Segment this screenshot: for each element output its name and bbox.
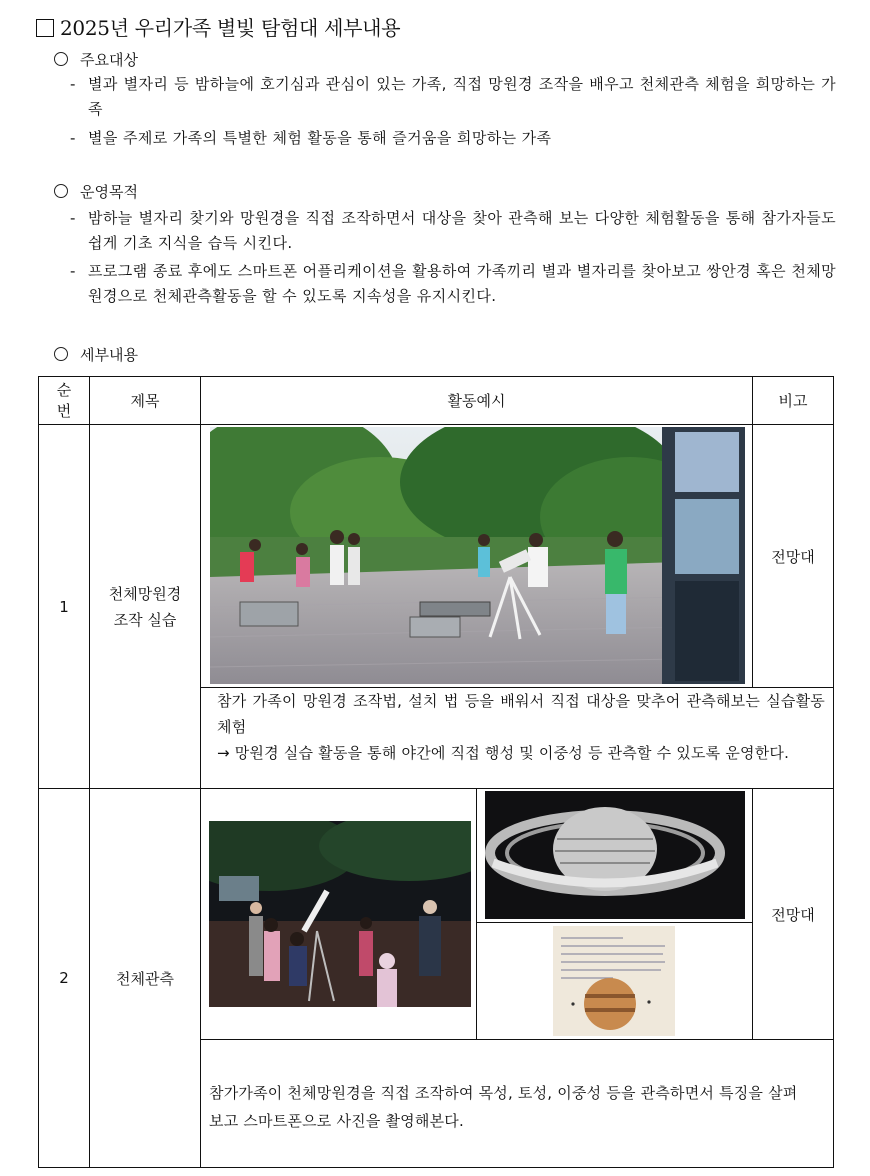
row2-title: 천체관측 xyxy=(90,789,201,1168)
target-item-2: - 별을 주제로 가족의 특별한 체험 활동을 통해 즐거움을 희망하는 가족 xyxy=(70,129,552,147)
purpose-item-2: - 프로그램 종료 후에도 스마트폰 어플리케이션을 활용하여 가족끼리 별과 별자리를 찾아보고 쌍안경 혹은 천체망원경으로 천체관측활동을 할 수 있도록 지속성을 유지시킨다. xyxy=(70,262,836,305)
header-no: 순 번 xyxy=(39,377,90,425)
table-row xyxy=(39,425,834,688)
header-note: 비고 xyxy=(753,377,834,425)
jupiter-notebook-sketch-photo xyxy=(553,926,675,1036)
circle-bullet-icon xyxy=(54,184,68,198)
row2-no: 2 xyxy=(39,789,90,1168)
row2-description: 참가가족이 천체망원경을 직접 조작하여 목성, 토성, 이중성 등을 관측하면서 특징을 살펴보고 스마트폰으로 사진을 촬영해본다. xyxy=(209,1083,798,1130)
row1-photo-cell xyxy=(201,425,753,688)
target-item-1: - 별과 별자리 등 밤하늘에 호기심과 관심이 있는 가족, 직접 망원경 조작을 배우고 천체관측 체험을 희망하는 가족 xyxy=(70,75,836,118)
row1-description: 참가 가족이 망원경 조작법, 설치 법 등을 배워서 직접 대상을 맞추어 관측해보는 실습활동 체험 xyxy=(217,692,825,736)
header-title: 제목 xyxy=(90,377,201,425)
header-activity: 활동예시 xyxy=(201,377,753,425)
checkbox-square-icon xyxy=(36,19,54,37)
table-header-row xyxy=(39,377,834,425)
details-table xyxy=(38,376,834,1168)
telescope-practice-photo xyxy=(210,427,745,684)
row2-description-cell xyxy=(201,1040,834,1168)
circle-bullet-icon xyxy=(54,52,68,66)
row2-note: 전망대 xyxy=(753,789,834,1040)
row1-no: 1 xyxy=(39,425,90,789)
row2-planet-images-cell xyxy=(477,789,753,1040)
circle-bullet-icon xyxy=(54,347,68,361)
purpose-item-1: - 밤하늘 별자리 찾기와 망원경을 직접 조작하면서 대상을 찾아 관측해 보는 다양한 체험활동을 통해 참가자들도 쉽게 기초 지식을 습득 시킨다. xyxy=(70,209,836,252)
row1-arrow-note: → 망원경 실습 활동을 통해 야간에 직접 행성 및 이중성 등 관측할 수 있도록 운영한다. xyxy=(217,744,790,762)
saturn-drawing-photo xyxy=(485,791,745,919)
row1-note: 전망대 xyxy=(753,425,834,688)
section-heading-target: 주요대상 xyxy=(54,49,138,70)
row1-description-cell xyxy=(201,688,834,789)
section-heading-purpose: 운영목적 xyxy=(54,181,138,202)
row2-observation-photo-cell xyxy=(201,789,477,1040)
table-row xyxy=(39,789,834,1040)
document-title xyxy=(36,12,400,41)
row1-title: 천체망원경 조작 실습 xyxy=(90,425,201,789)
section-heading-details: 세부내용 xyxy=(54,344,138,365)
night-observation-photo xyxy=(209,821,471,1007)
document-title-text: 2025년 우리가족 별빛 탐험대 세부내용 xyxy=(60,16,401,40)
